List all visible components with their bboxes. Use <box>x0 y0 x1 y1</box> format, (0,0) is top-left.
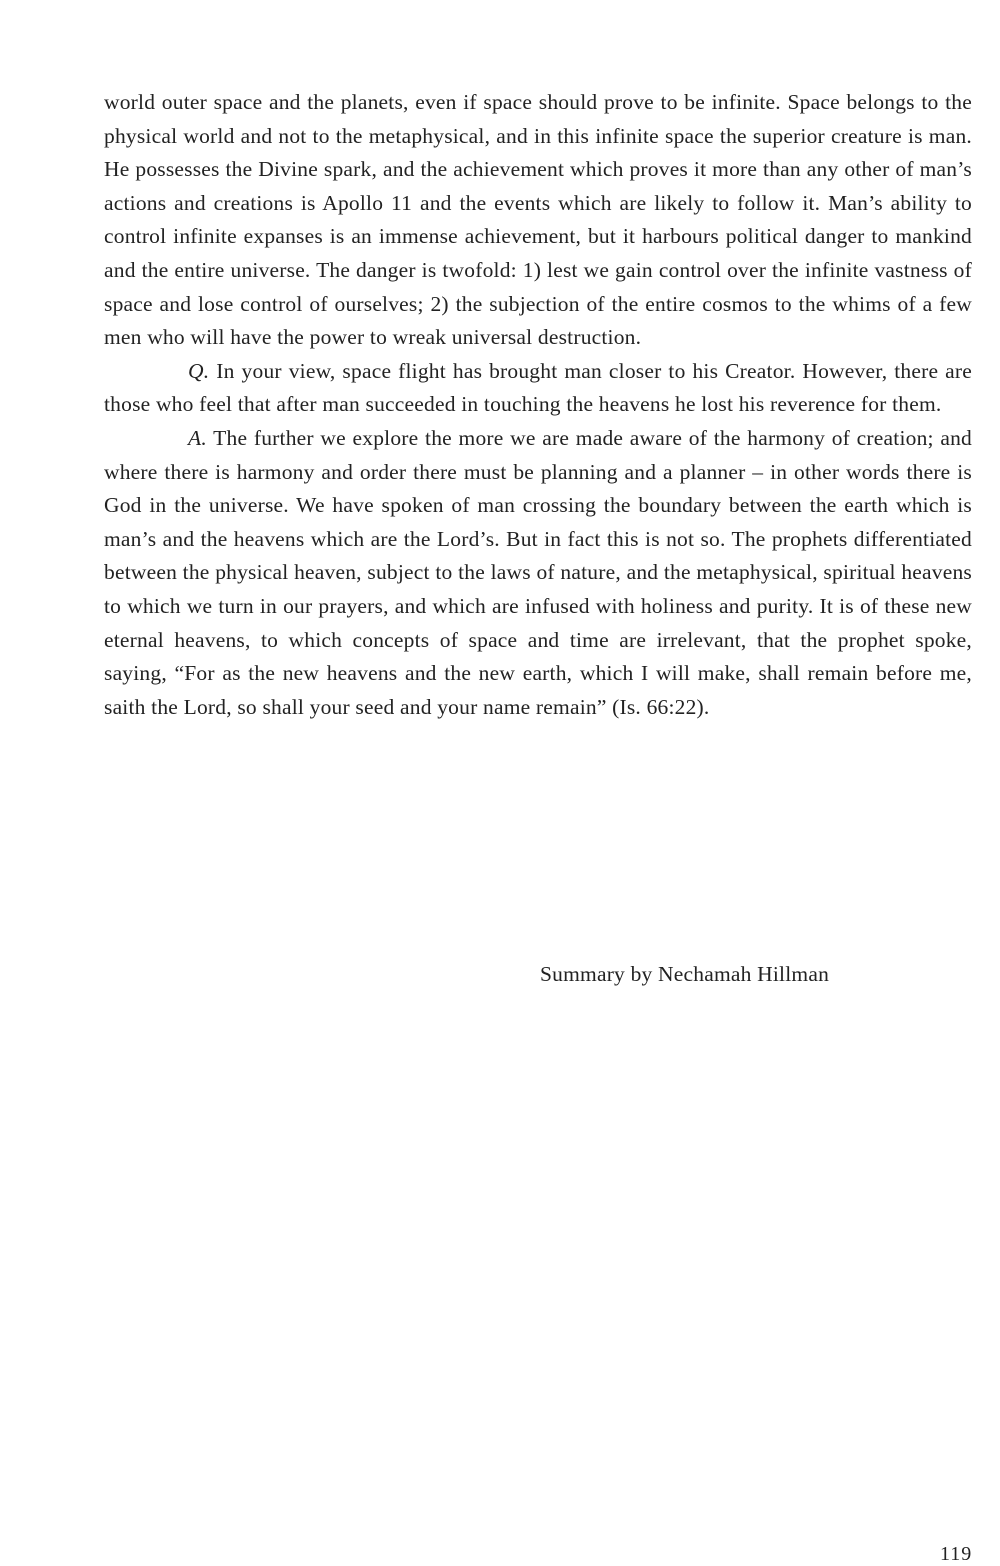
body-text <box>104 86 972 724</box>
summary-attribution: Summary by Nechamah Hillman <box>540 962 830 986</box>
question-label: Q. <box>188 358 210 383</box>
paragraph-question <box>104 355 972 422</box>
page-number: 119 <box>940 1543 973 1565</box>
question-text: In your view, space flight has brought man closer to his Creator. However, there are those who feel that after man succeeded in touching the heavens he lost his reverence for them. <box>104 358 972 417</box>
paragraph-continuation: world outer space and the planets, even if space should prove to be infinite. Space belongs to the physical world and not to the metaphysical, and in this infinite space the superior creature is man. He possesses the Divine spark, and the achievement which proves it more than any other of man’s actions and creations is Apollo 11 and the events which are likely to follow it. Man’s ability to control infinite expanses is an immense achievement, but it harbours political danger to mankind and the entire universe. The danger is twofold: 1) lest we gain control over the infinite vastness of space and lose control of ourselves; 2) the subjection of the entire cosmos to the whims of a few men who will have the power to wreak universal destruction. <box>104 90 972 350</box>
paragraph-answer <box>104 422 972 724</box>
answer-label: A. <box>188 425 207 450</box>
answer-text: The further we explore the more we are made aware of the harmony of creation; and where there is harmony and order there must be planning and a planner – in other words there is God in the universe. We have spoken of man crossing the boundary between the earth which is man’s and the heavens which are the Lord’s. But in fact this is not so. The prophets differentiated between the physical heaven, subject to the laws of nature, and the metaphysical, spiritual heavens to which we turn in our prayers, and which are infused with holiness and purity. It is of these new eternal heavens, to which concepts of space and time are irrelevant, that the prophet spoke, saying, “For as the new heavens and the new earth, which I will make, shall remain before me, saith the Lord, so shall your seed and your name remain” (Is. 66:22). <box>104 425 972 719</box>
